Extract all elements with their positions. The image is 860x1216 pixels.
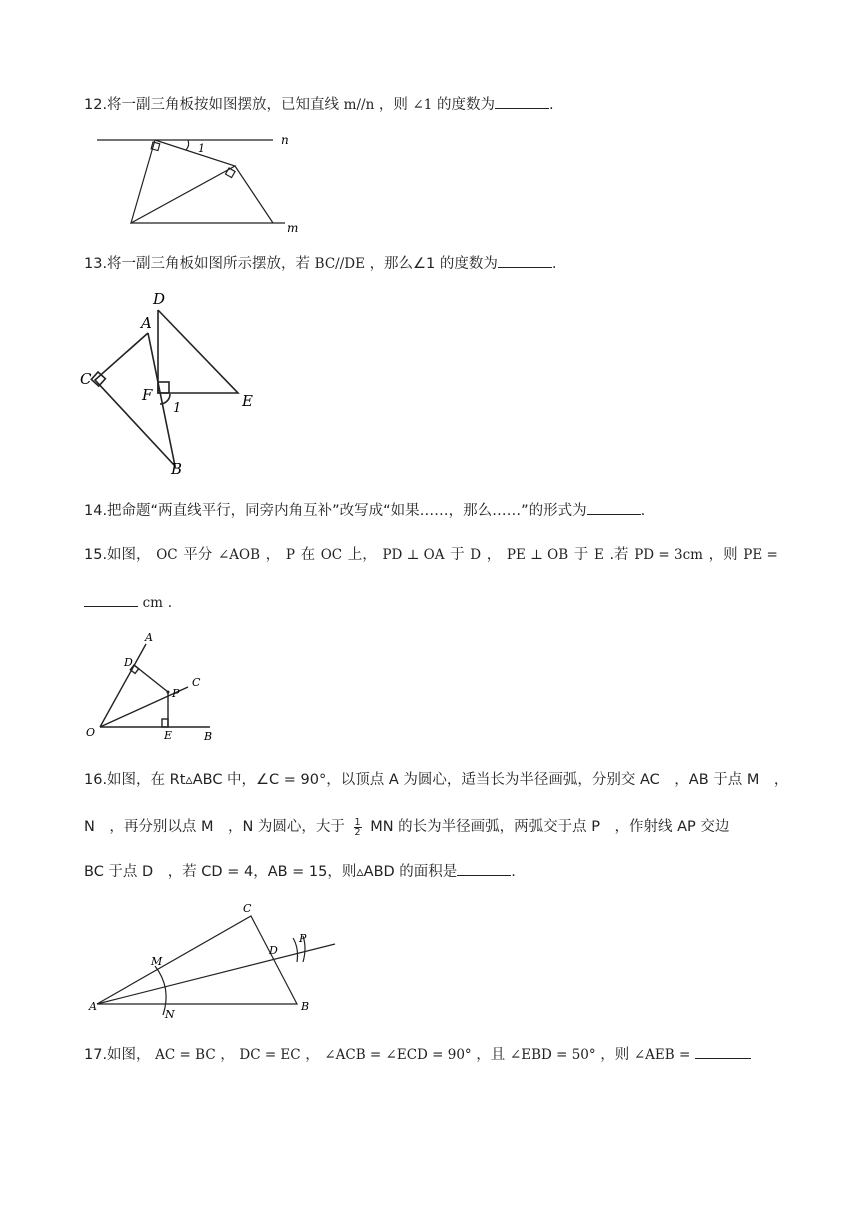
question-12: [84, 95, 554, 115]
q16-figure: [75, 898, 340, 1028]
answer-blank: [84, 594, 138, 607]
q17-t1: 17.如图，: [84, 1047, 151, 1063]
q16-label-B: B: [301, 1000, 310, 1013]
answer-blank: [495, 96, 549, 109]
q16-line-2a: N ，再分别以点 M ，N 为圆心，大于: [84, 819, 345, 835]
q17-m3: ∠ACB = ∠ECD = 90°: [324, 1047, 472, 1063]
q17-m5: ∠AEB =: [633, 1047, 691, 1063]
q12-figure: [95, 128, 305, 238]
question-17: [84, 1045, 751, 1065]
question-16-line-1: [84, 770, 788, 790]
q12-end: .: [549, 97, 554, 113]
question-16-line-3: [84, 862, 516, 882]
q13-end: .: [551, 256, 557, 272]
q15-t4: 在: [300, 547, 316, 563]
q17-m2: DC = EC: [239, 1047, 301, 1063]
q15-m10: PE =: [743, 547, 778, 563]
q16-label-D: D: [269, 944, 278, 957]
q16-label-C: C: [243, 902, 252, 915]
q17-t4: ，且: [476, 1047, 506, 1063]
q12-label-angle: 1: [198, 142, 205, 155]
q15-t3: ，: [265, 547, 281, 563]
q15-m7: PE ⊥ OB: [506, 547, 569, 563]
q12-suffix: 的度数为: [437, 97, 495, 113]
q13-label-angle: 1: [173, 401, 182, 416]
q17-t3: ，: [305, 1047, 320, 1063]
q15-m9: PD = 3cm: [634, 547, 703, 563]
q15-m3: P: [285, 547, 295, 563]
question-14: [84, 501, 645, 521]
q16-label-P: P: [299, 932, 307, 945]
q15-label-D: D: [124, 656, 133, 669]
question-13: [84, 254, 557, 274]
q13-label-A: A: [141, 314, 152, 332]
q16-line-3-text: BC 于点 D ，若 CD = 4，AB = 15，则▵ABD 的面积是: [84, 864, 458, 880]
q15-t10: ，则: [708, 547, 738, 563]
q13-label-D: D: [153, 290, 166, 308]
q15-t1: 15.如图，: [84, 547, 151, 563]
q15-point-P: [167, 691, 170, 694]
q13-label-B: B: [171, 460, 183, 478]
q15-t8: 于: [573, 547, 589, 563]
q12-mid: ，则: [378, 97, 408, 113]
q15-label-C: C: [192, 676, 201, 689]
question-16-line-2: [84, 817, 729, 837]
q15-m8: E: [593, 547, 604, 563]
q16-end: .: [511, 864, 516, 880]
q16-label-M: M: [151, 955, 163, 968]
q15-unit: cm: [142, 595, 163, 611]
q13-prefix: 13.将一副三角板如图所示摆放，若: [84, 256, 311, 272]
answer-blank: [587, 502, 641, 515]
q15-label-P: P: [172, 687, 180, 700]
q12-label-m: m: [287, 221, 299, 235]
q13-math-parallel: BC//DE: [314, 256, 365, 272]
q16-label-A: A: [89, 1000, 97, 1013]
q15-figure: [82, 630, 222, 745]
question-15-line-1: [84, 545, 778, 565]
q17-m1: AC = BC: [155, 1047, 216, 1063]
q17-m4: ∠EBD = 50°: [509, 1047, 596, 1063]
q15-label-O: O: [86, 726, 96, 739]
answer-blank: [695, 1046, 751, 1059]
q14-end: .: [640, 503, 646, 519]
q15-m6: D: [470, 547, 482, 563]
fraction-one-half: [354, 818, 362, 837]
q15-label-B: B: [204, 730, 213, 743]
q13-suffix: ，那么∠1 的度数为: [369, 256, 498, 272]
q15-end: .: [167, 595, 173, 611]
q13-label-E: E: [242, 392, 253, 410]
q15-t5: 上，: [347, 547, 377, 563]
fraction-denominator: 2: [354, 826, 361, 838]
q16-line-1-text: 16.如图，在 Rt▵ABC 中，∠C = 90°，以顶点 A 为圆心，适当长为半径画弧，分别交 AC ，AB 于点 M ，: [84, 772, 789, 788]
q15-m1: OC: [156, 547, 178, 563]
q15-t2: 平分: [183, 547, 213, 563]
q12-math-angle: ∠1: [412, 97, 433, 113]
q15-m5: PD ⊥ OA: [382, 547, 445, 563]
q12-prefix: 12.将一副三角板按如图摆放，已知直线: [84, 97, 340, 113]
q15-m2: ∠AOB: [217, 547, 260, 563]
answer-blank: [498, 255, 552, 268]
fraction-numerator: 1: [354, 816, 361, 828]
answer-blank: [457, 863, 511, 876]
q17-t5: ，则: [600, 1047, 630, 1063]
q15-t7: ，: [486, 547, 502, 563]
q16-line-2b: MN 的长为半径画弧，两弧交于点 P ，作射线 AP 交边: [370, 819, 730, 835]
q13-figure: [78, 288, 268, 480]
q16-label-N: N: [165, 1008, 175, 1021]
q15-t9: .若: [609, 547, 629, 563]
q12-math-parallel: m//n: [343, 97, 375, 113]
q15-t6: 于: [450, 547, 465, 563]
q15-m4: OC: [320, 547, 343, 563]
q15-label-A: A: [145, 631, 153, 644]
q12-label-n: n: [281, 133, 289, 147]
q15-label-E: E: [164, 729, 173, 742]
question-15-line-2: [84, 593, 172, 613]
q17-t2: ，: [220, 1047, 235, 1063]
q13-label-C: C: [80, 370, 92, 388]
q13-label-F: F: [142, 386, 153, 404]
q14-text: 14.把命题“两直线平行，同旁内角互补”改写成“如果……，那么……”的形式为: [84, 503, 587, 519]
